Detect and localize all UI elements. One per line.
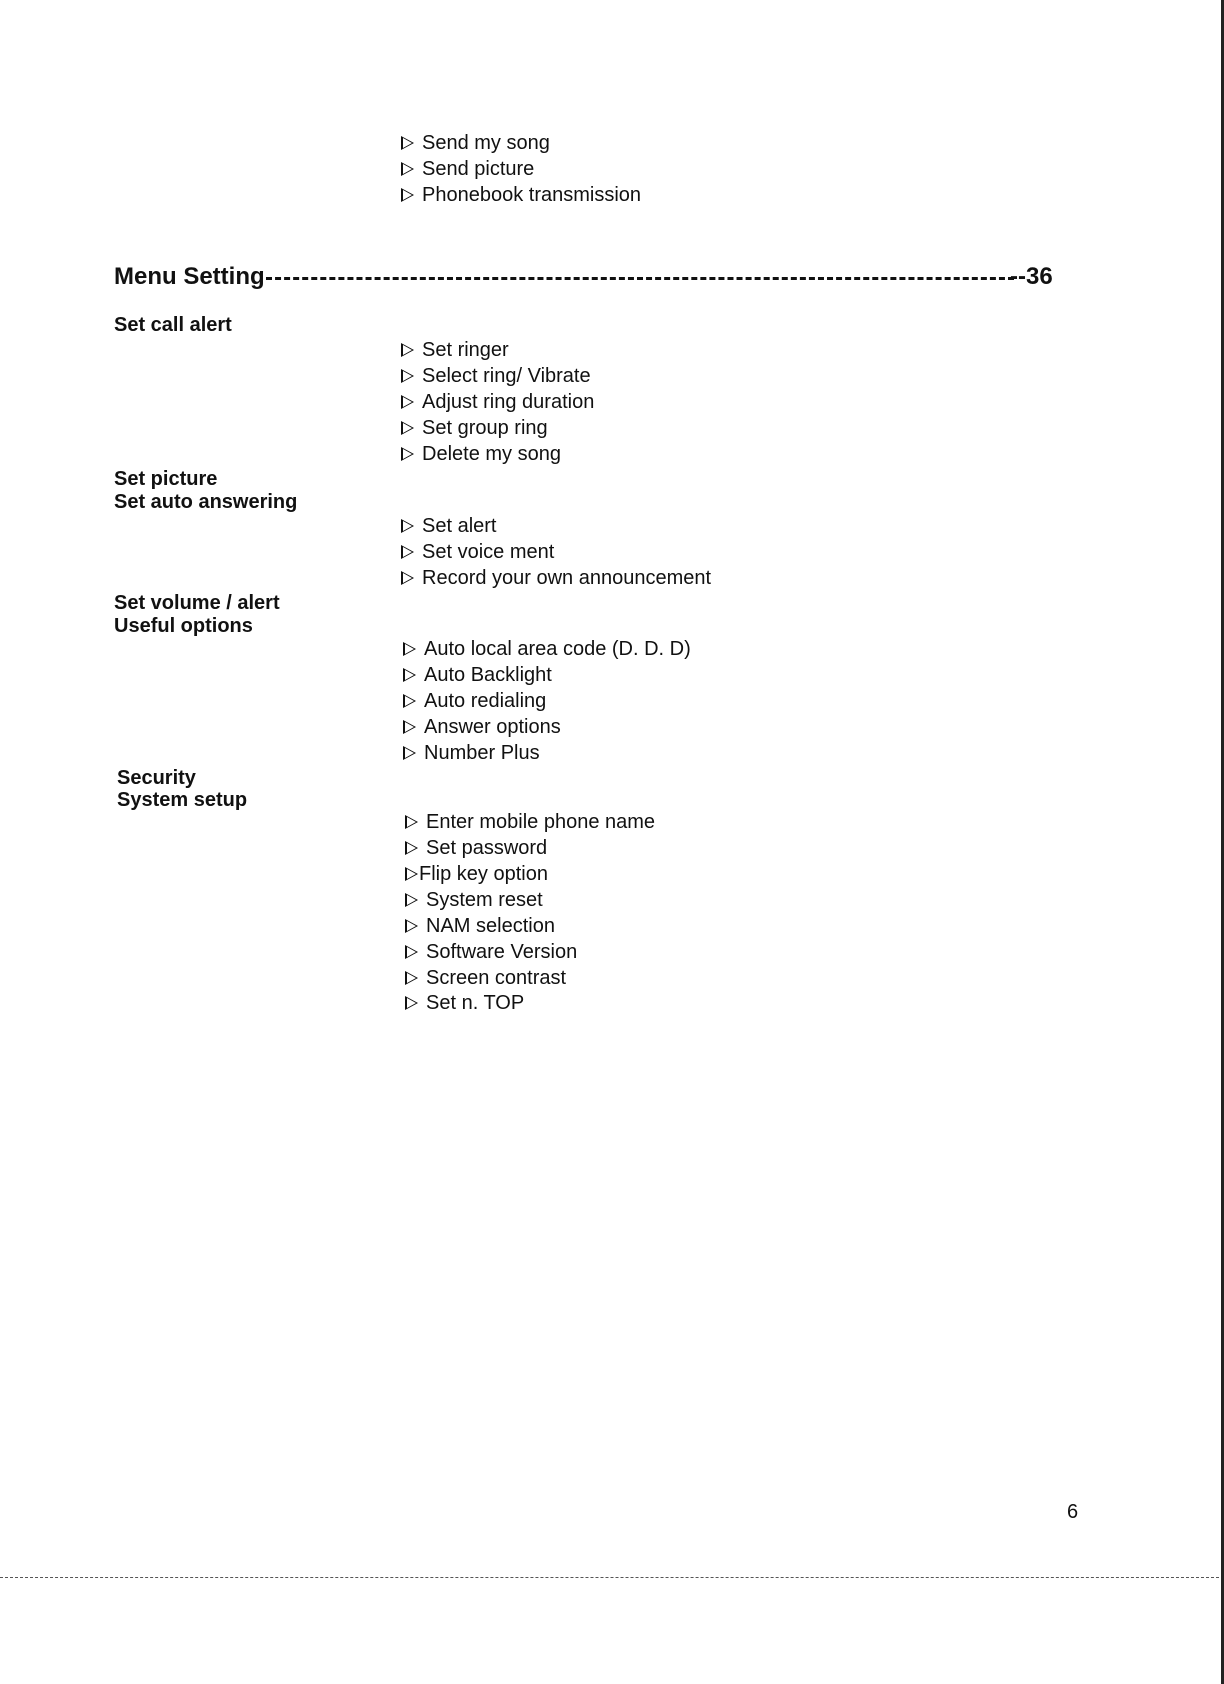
list-item [401, 389, 594, 415]
triangle-bullet-icon [403, 746, 416, 760]
list-item [405, 887, 543, 913]
section-label-useful-options: Useful options [114, 615, 253, 637]
item-label: Delete my song [422, 443, 561, 465]
list-item [403, 740, 540, 766]
triangle-bullet-icon [401, 136, 414, 150]
triangle-bullet-icon [405, 996, 418, 1010]
list-item [405, 913, 555, 939]
item-label: Adjust ring duration [422, 391, 595, 413]
item-label: Auto redialing [424, 690, 547, 712]
triangle-bullet-icon [405, 893, 418, 907]
item-label: Auto local area code (D. D. D) [424, 638, 691, 660]
triangle-bullet-icon [405, 971, 418, 985]
item-label: Screen contrast [426, 967, 567, 989]
list-item [401, 156, 534, 182]
item-label: Record your own announcement [422, 567, 712, 589]
item-label: Set ringer [422, 339, 509, 361]
triangle-bullet-icon [405, 815, 418, 829]
section-label-set-volume-alert: Set volume / alert [114, 592, 280, 614]
list-item [401, 539, 554, 565]
triangle-bullet-icon [401, 447, 414, 461]
list-item [401, 337, 509, 363]
section-label-security: Security [117, 767, 196, 789]
item-label: Send my song [422, 132, 550, 154]
triangle-bullet-icon [405, 919, 418, 933]
list-item [405, 835, 547, 861]
list-item [403, 714, 561, 740]
section-heading: Menu Setting [114, 263, 265, 290]
triangle-bullet-icon [403, 694, 416, 708]
page-number: 6 [1067, 1501, 1079, 1523]
triangle-bullet-icon [405, 945, 418, 959]
section-label-set-call-alert: Set call alert [114, 314, 232, 336]
item-label: Number Plus [424, 742, 540, 764]
triangle-bullet-icon [401, 571, 414, 585]
item-label: Flip key option [419, 863, 548, 885]
leader-dots [266, 277, 1014, 280]
item-label: System reset [426, 889, 543, 911]
item-label: Enter mobile phone name [426, 811, 656, 833]
item-label: NAM selection [426, 915, 555, 937]
list-item [401, 513, 496, 539]
list-item [401, 130, 550, 156]
item-label: Answer options [424, 716, 561, 738]
triangle-bullet-icon [401, 369, 414, 383]
item-label: Set n. TOP [426, 992, 525, 1014]
item-label: Phonebook transmission [422, 184, 642, 206]
item-label: Software Version [426, 941, 578, 963]
list-item [405, 809, 655, 835]
footer-rule [0, 1577, 1224, 1578]
section-label-system-setup: System setup [117, 789, 248, 811]
item-label: Set password [426, 837, 548, 859]
list-item [403, 636, 691, 662]
list-item [401, 441, 561, 467]
section-label-set-picture: Set picture [114, 468, 218, 490]
triangle-bullet-icon [401, 545, 414, 559]
triangle-bullet-icon [401, 519, 414, 533]
item-label: Auto Backlight [424, 664, 552, 686]
list-item [403, 688, 546, 714]
item-label: Set voice ment [422, 541, 555, 563]
list-item [405, 990, 524, 1016]
triangle-bullet-icon [401, 343, 414, 357]
triangle-bullet-icon [405, 841, 418, 855]
triangle-bullet-icon [403, 720, 416, 734]
list-item [405, 965, 566, 991]
list-item [405, 939, 577, 965]
triangle-bullet-icon [401, 162, 414, 176]
list-item [401, 415, 548, 441]
item-label: Set group ring [422, 417, 548, 439]
list-item [401, 182, 641, 208]
triangle-bullet-icon [403, 642, 416, 656]
list-item [401, 565, 711, 591]
triangle-bullet-icon [403, 668, 416, 682]
triangle-bullet-icon [405, 867, 418, 881]
list-item [403, 662, 552, 688]
triangle-bullet-icon [401, 421, 414, 435]
section-label-set-auto-answering: Set auto answering [114, 491, 298, 513]
list-item [405, 861, 548, 887]
list-item [401, 363, 591, 389]
triangle-bullet-icon [401, 395, 414, 409]
item-label: Select ring/ Vibrate [422, 365, 591, 387]
triangle-bullet-icon [401, 188, 414, 202]
item-label: Set alert [422, 515, 497, 537]
item-label: Send picture [422, 158, 535, 180]
heading-page-number: --36 [1010, 263, 1053, 290]
